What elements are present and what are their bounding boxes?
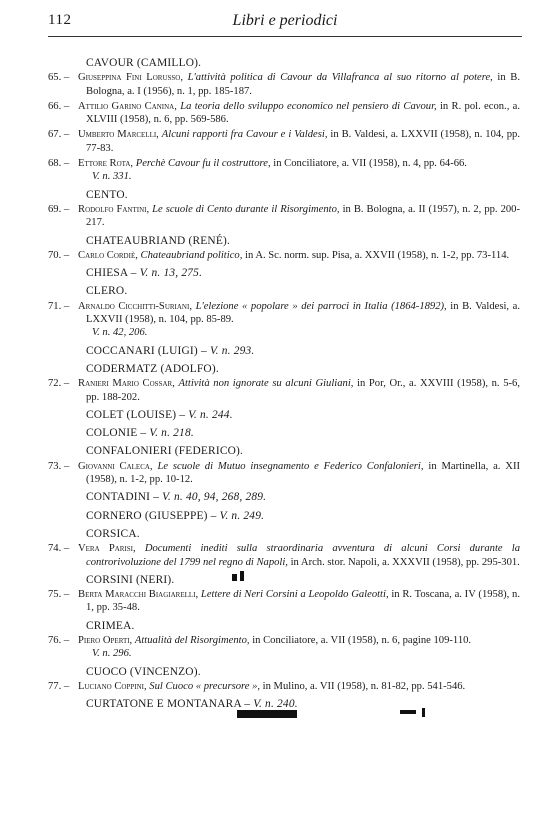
see-also-reference: V. n. 331.	[92, 171, 132, 183]
entry-author: Umberto Marcelli,	[78, 129, 159, 141]
page-header	[48, 12, 522, 34]
entry-author: Luciano Coppini,	[78, 680, 147, 692]
bibliography-entry	[48, 588, 520, 615]
cross-reference: V. n. 40, 94, 268, 289.	[162, 491, 267, 504]
subject-heading-text: COCCANARI (LUIGI) –	[86, 344, 207, 357]
bibliography-entry	[48, 634, 520, 661]
subject-heading	[48, 409, 520, 422]
bibliography-entry	[48, 542, 520, 569]
subject-heading-text: CODERMATZ (ADOLFO).	[86, 362, 219, 375]
subject-heading	[48, 235, 520, 248]
subject-heading	[48, 445, 520, 458]
subject-heading	[48, 620, 520, 633]
subject-heading-text: CENTO.	[86, 188, 128, 201]
entry-citation: in Por, Or., a. XXVIII (1958), n. 5-6, pp. 188-202.	[86, 378, 520, 403]
cross-reference: V. n. 240.	[253, 698, 298, 711]
entry-citation: in B. Bologna, a. I (1956), n. 1, pp. 185-187.	[86, 72, 520, 97]
entry-citation: in B. Valdesi, a. LXXVII (1958), n. 104, pp. 85-89.	[86, 300, 520, 326]
entry-author: Giuseppina Fini Lorusso,	[78, 72, 183, 84]
entry-author: Ranieri Mario Cossar,	[78, 378, 175, 390]
entry-number: 75. –	[48, 589, 70, 601]
subject-heading	[48, 574, 520, 587]
subject-heading	[48, 267, 520, 280]
entry-title: L'elezione « popolare » dei parroci in Italia (1864-1892),	[195, 300, 447, 312]
subject-heading-text: CHATEAUBRIAND (RENÉ).	[86, 234, 231, 247]
entry-author: Carlo Cordiè,	[78, 249, 138, 261]
bibliography-entry	[48, 249, 520, 262]
ink-smudge	[237, 710, 297, 718]
entry-citation: in Arch. stor. Napoli, a. XXXVII (1958), pp. 295-301.	[290, 556, 520, 568]
entry-title: Sul Cuoco « precursore »,	[149, 680, 261, 692]
subject-heading	[48, 510, 520, 523]
subject-heading-text: CHIESA –	[86, 267, 137, 280]
subject-heading	[48, 57, 520, 70]
cross-reference: V. n. 218.	[149, 427, 194, 440]
entry-number: 70. –	[48, 249, 70, 261]
entry-number: 76. –	[48, 634, 70, 646]
entry-author: Piero Operti,	[78, 634, 133, 646]
subject-heading	[48, 491, 520, 504]
subject-heading-text: CORSICA.	[86, 527, 140, 540]
subject-heading-text: CONFALONIERI (FEDERICO).	[86, 445, 244, 458]
entry-citation: in Conciliatore, a. VII (1958), n. 4, pp. 64-66.	[273, 158, 467, 170]
entry-author: Attilio Garino Canina,	[78, 100, 177, 112]
entry-author: Arnaldo Cicchitti-Suriani,	[78, 300, 192, 312]
running-title: Libri e periodici	[232, 12, 338, 29]
subject-heading	[48, 285, 520, 298]
subject-heading	[48, 189, 520, 202]
entry-title: Documenti inediti sulla straordinaria avventura di alcuni Corsi durante la controrivoluzione del 1799 nel regno di Napoli,	[86, 543, 520, 568]
entry-author: Giovanni Caleca,	[78, 460, 153, 472]
subject-heading	[48, 345, 520, 358]
entry-title: L'attività politica di Cavour da Villafranca al suo ritorno al potere,	[187, 72, 493, 84]
entry-citation: in Mulino, a. VII (1958), n. 81-82, pp. 541-546.	[262, 680, 466, 692]
ink-smudge	[240, 571, 244, 581]
entry-citation: in B. Valdesi, a. LXXVII (1958), n. 104, pp. 77-83.	[86, 129, 521, 154]
ink-smudge	[422, 708, 425, 717]
entry-citation: in Conciliatore, a. VII (1958), n. 6, pagine 109-110.	[252, 634, 472, 646]
page-number: 112	[48, 12, 72, 28]
entry-number: 77. –	[48, 680, 70, 692]
entry-title: Attività non ignorate su alcuni Giuliani,	[178, 378, 354, 390]
entry-number: 66. –	[48, 100, 70, 112]
ink-smudge	[400, 710, 416, 714]
bibliography-entry	[48, 300, 520, 340]
cross-reference: V. n. 13, 275.	[139, 267, 203, 280]
subject-heading	[48, 363, 520, 376]
entry-number: 73. –	[48, 460, 70, 472]
bibliography-entry	[48, 460, 520, 487]
bibliography-entry	[48, 71, 520, 98]
entry-title: Lettere di Neri Corsini a Leopoldo Galeotti,	[200, 589, 389, 601]
entry-title: Alcuni rapporti fra Cavour e i Valdesi,	[161, 129, 328, 141]
bibliography-entry	[48, 100, 520, 127]
subject-heading-text: COLONIE –	[86, 427, 147, 440]
subject-heading	[48, 666, 520, 679]
entry-citation: in R. pol. econ., a. XLVIII (1958), n. 6, pp. 569-586.	[86, 100, 520, 126]
entry-citation: in B. Bologna, a. II (1957), n. 2, pp. 200-217.	[86, 203, 520, 229]
cross-reference: V. n. 249.	[219, 509, 265, 522]
bibliography-entry	[48, 680, 520, 693]
subject-heading	[48, 427, 520, 440]
subject-heading-text: CURTATONE E MONTANARA –	[86, 698, 251, 711]
subject-heading-text: CORSINI (NERI).	[86, 573, 175, 586]
entry-title: Le scuole di Mutuo insegnamento e Federico Confalonieri,	[157, 460, 424, 472]
entry-number: 65. –	[48, 72, 70, 84]
header-rule	[48, 36, 522, 37]
bibliography-entry	[48, 203, 520, 230]
bibliography-entry	[48, 128, 520, 155]
entry-number: 69. –	[48, 203, 70, 215]
entry-author: Berta Maracchi Biagiarelli,	[78, 589, 199, 601]
subject-heading-text: CRIMEA.	[86, 619, 135, 632]
cross-reference: V. n. 293.	[209, 344, 255, 357]
entry-title: Le scuole di Cento durante il Risorgimento,	[152, 203, 340, 215]
entry-author: Ettore Rota,	[78, 158, 134, 170]
subject-heading-text: CONTADINI –	[86, 491, 160, 504]
entry-citation: in Martinella, a. XII (1958), n. 1-2, pp. 10-12.	[86, 460, 521, 486]
ink-smudge	[232, 574, 237, 581]
entry-citation: in R. Toscana, a. IV (1958), n. 1, pp. 35-48.	[86, 589, 521, 614]
bibliography-list	[48, 52, 520, 712]
entry-author: Vera Parisi,	[78, 543, 136, 555]
bibliography-entry	[48, 377, 520, 404]
subject-heading-text: COLET (LOUISE) –	[86, 408, 186, 421]
entry-citation: in A. Sc. norm. sup. Pisa, a. XXVII (1958), n. 1-2, pp. 73-114.	[245, 249, 510, 261]
entry-number: 67. –	[48, 129, 70, 141]
entry-title: Perchè Cavour fu il costruttore,	[135, 158, 271, 170]
subject-heading-text: CLERO.	[86, 285, 128, 298]
entry-title: La teoria dello sviluppo economico nel pensiero di Cavour,	[180, 100, 437, 112]
entry-title: Attualità del Risorgimento,	[134, 634, 250, 646]
see-also-reference: V. n. 296.	[92, 648, 132, 660]
cross-reference: V. n. 244.	[188, 408, 233, 421]
subject-heading-text: CAVOUR (CAMILLO).	[86, 57, 202, 69]
entry-author: Rodolfo Fantini,	[78, 203, 150, 215]
see-also-reference: V. n. 42, 206.	[92, 327, 148, 339]
entry-number: 71. –	[48, 300, 70, 312]
entry-title: Chateaubriand politico,	[140, 249, 243, 261]
entry-number: 74. –	[48, 543, 70, 555]
subject-heading-text: CORNERO (GIUSEPPE) –	[86, 509, 217, 522]
bibliography-entry	[48, 157, 520, 184]
entry-number: 68. –	[48, 158, 70, 170]
subject-heading	[48, 528, 520, 541]
subject-heading-text: CUOCO (VINCENZO).	[86, 665, 201, 678]
entry-number: 72. –	[48, 378, 70, 390]
